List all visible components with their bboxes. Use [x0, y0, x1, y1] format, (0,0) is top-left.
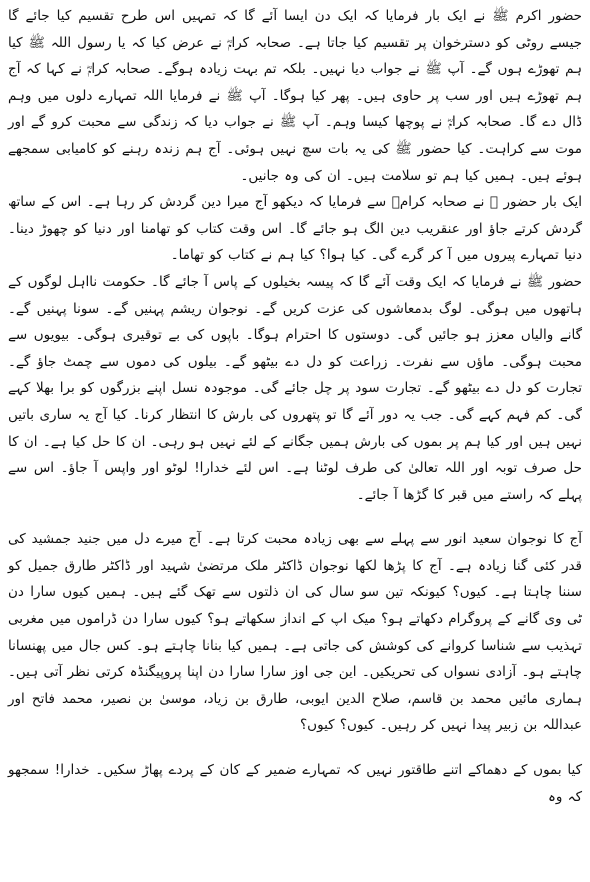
- paragraph-youth-today: آج کا نوجوان سعید انور سے پہلے سے بھی زیادہ محبت کرتا ہے۔ آج میرے دل میں جنید جمشید کی قدر کئی گنا زیادہ ہے۔ آج کا پڑھا لکھا نوجوان ڈاکٹر ملک مرتضیٰ شہید اور ڈاکٹر طارق جمیل کو سننا چاہتا ہے۔ کیوں؟ کیونکہ تین سو سال کی ان ذلتوں سے تھک گئے ہیں۔ ہمیں کیوں سارا دن ٹی وی گانے کے پروگرام دکھاتے ہو؟ میک اپ کے انداز سکھاتے ہو؟ کیوں سارا دن ڈراموں میں مغربی تہذیب سے شناسا کروانے کی کوشش کی جاتی ہے۔ ہمیں کیا بنانا چاہتے ہو۔ کس جال میں پھنسانا چاہتے ہو۔ آزادی نسواں کی تحریکیں۔ این جی اوز سارا سارا دن اپنا پروپیگنڈہ کرتی نظر آتی ہیں۔ ہماری مائیں محمد بن قاسم، صلاح الدین ایوبی، طارق بن زیاد، موسیٰ بن نصیر، محمد فاتح اور عبداللہ بن زبیر پیدا نہیں کر رہیں۔ کیوں؟ کیوں؟: [8, 531, 582, 734]
- paragraph-signs-of-end-times: حضور ﷺ نے فرمایا کہ ایک وقت آئے گا کہ پیسہ بخیلوں کے پاس آ جائے گا۔ حکومت نااہل لوگوں کے ہاتھوں میں ہوگی۔ لوگ بدمعاشوں کی عزت کریں گے۔ نوجوان ریشم پہنیں گے۔ سونا پہنیں گے۔ گانے والیاں معزز ہو جائیں گی۔ دوستوں کا احترام ہوگا۔ باپوں کی بے توقیری ہوگی۔ بیویوں سے محبت ہوگی۔ ماؤں سے نفرت۔ زراعت کو دل دے بیٹھو گے۔ بیلوں کی دموں سے چمٹ جاؤ گے۔ تجارت کو دل دے بیٹھو گے۔ تجارت سود پر چل جائے گی۔ موجودہ نسل اپنے بزرگوں کو برا بھلا کہے گی۔ کم فہم کہے گی۔ جب یہ دور آئے گا تو پتھروں کی بارش کا انتظار کرنا۔ کیا آج یہ ساری باتیں نہیں ہیں اور کیا ہم پر بموں کی بارش ہمیں جگانے کے لئے نہیں ہو رہی۔ ان کا حل کیا ہے۔ ان کا حل صرف توبہ اور اللہ تعالیٰ کی طرف لوٹنا ہے۔ اس لئے خدارا! لوٹو اور واپس آ جاؤ۔ اس سے پہلے کہ راستے میں قبر کا گڑھا آ جائے۔: [8, 273, 582, 503]
- paragraph-religion-rotation: ایک بار حضور ﷺ نے صحابہ کرامؓ سے فرمایا کہ دیکھو آج میرا دین گردش کر رہا ہے۔ اس کے ساتھ گردش کرتے جاؤ اور عنقریب دین الگ ہو جائے گا۔ اس وقت کتاب کو تھامنا اور دنیا کو چھوڑ دینا۔ دنیا تمہارے پیروں میں آ کر گرے گی۔ کیا ہوا؟ کیا ہم نے کتاب کو تھاما۔: [8, 194, 582, 264]
- paragraph-closing: کیا بموں کے دھماکے اتنے طاقتور نہیں کہ تمہارے ضمیر کے کان کے پردے پھاڑ سکیں۔ خدارا! سمجھو کہ وہ: [8, 762, 582, 805]
- paragraph-prophecy-division: حضور اکرم ﷺ نے ایک بار فرمایا کہ ایک دن ایسا آئے گا کہ تمہیں اس طرح تقسیم کیا جائے گا جیسے روٹی کو دسترخوان پر تقسیم کیا جاتا ہے۔ صحابہ کرامؓ نے عرض کیا کہ یا رسول اللہ ﷺ کیا ہم تھوڑے ہوں گے۔ آپ ﷺ نے جواب دیا نہیں۔ بلکہ تم بہت زیادہ ہوگے۔ صحابہ کرامؓ نے کہا کہ آج ہم تھوڑے ہیں اور سب پر حاوی ہیں۔ پھر کیا ہوگا۔ آپ ﷺ نے فرمایا اللہ تمہارے دلوں میں وہم ڈال دے گا۔ صحابہ کرامؓ نے پوچھا کیسا وہم۔ آپ ﷺ نے جواب دیا کہ زندگی سے محبت کرو گے اور موت سے کراہت۔ کیا حضور ﷺ کی یہ بات سچ نہیں ہوئی۔ آج ہم زندہ رہنے کو کامیابی سمجھے ہوئے ہیں۔ ہمیں کیا ہم تو سلامت ہیں۔ ان کی وہ جانیں۔: [8, 8, 582, 184]
